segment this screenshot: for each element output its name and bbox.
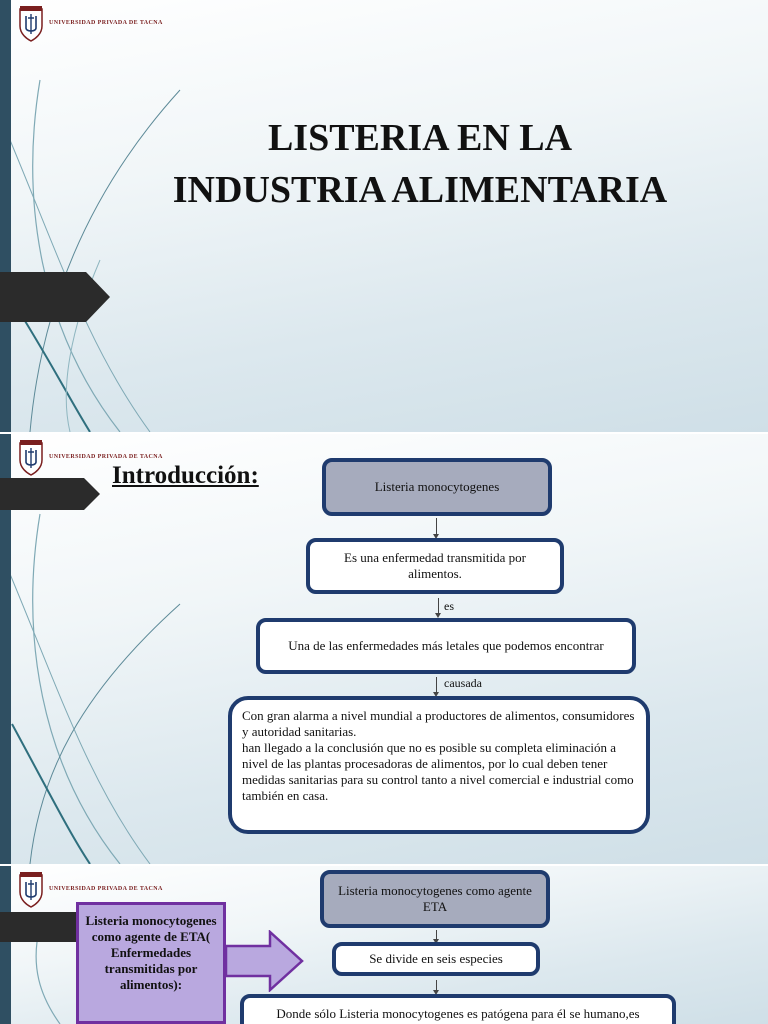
connector-label-causada: causada	[444, 676, 482, 690]
university-logo	[17, 4, 163, 42]
intro-heading: Introducción:	[112, 462, 259, 489]
section-tab-arrow	[0, 272, 110, 322]
eta-callout-box: Listeria monocytogenes como agente de ETA( Enfermedades transmitidas por alimentos):	[76, 902, 226, 1024]
flow-arrow-4	[436, 930, 437, 940]
title-line-2: INDUSTRIA ALIMENTARIA	[172, 169, 668, 211]
flow-arrow-3	[436, 677, 437, 693]
decorative-lines	[0, 0, 768, 432]
flow-arrow-5	[436, 980, 437, 991]
flow-box-alarma	[228, 696, 650, 834]
university-name: UNIVERSIDAD PRIVADA DE TACNA	[49, 886, 163, 892]
flow-box-listeria-eta: Listeria monocytogenes como agente ETA	[320, 870, 550, 928]
flow-arrow-1	[436, 518, 437, 535]
university-name: UNIVERSIDAD PRIVADA DE TACNA	[49, 454, 163, 460]
alarma-text	[242, 708, 636, 804]
university-name: UNIVERSIDAD PRIVADA DE TACNA	[49, 20, 163, 26]
flow-box-listeria: Listeria monocytogenes	[322, 458, 552, 516]
title-slide	[0, 0, 768, 432]
connector-label-es: es	[444, 599, 454, 613]
right-arrow-icon	[224, 930, 306, 992]
flow-box-patogena: Donde sólo Listeria monocytogenes es patógena para él se humano,es	[240, 994, 676, 1024]
section-tab-arrow	[0, 478, 100, 510]
intro-slide	[0, 434, 768, 864]
flow-box-enfermedad: Es una enfermedad transmitida por alimentos.	[306, 538, 564, 594]
flow-box-especies: Se divide en seis especies	[332, 942, 540, 976]
alarma-line-1: Con gran alarma a nivel mundial a productores de alimentos, consumidores y autoridad sanitarias.	[242, 708, 635, 739]
accent-bar	[0, 866, 11, 1024]
title-line-1: LISTERIA EN LA	[267, 117, 573, 159]
presentation-title	[120, 112, 720, 216]
flow-box-letales: Una de las enfermedades más letales que podemos encontrar	[256, 618, 636, 674]
eta-slide	[0, 866, 768, 1024]
flow-arrow-2	[438, 598, 439, 614]
accent-bar	[0, 0, 11, 432]
shield-icon	[17, 4, 45, 42]
shield-icon	[17, 438, 45, 476]
section-tab-arrow	[0, 912, 80, 942]
alarma-line-2: han llegado a la conclusión que no es posible su completa eliminación a nivel de las plantas procesadoras de alimentos, por lo cual deben tener medidas sanitarias para su control tanto a nivel comercial e industrial como también en casa.	[242, 740, 634, 803]
shield-icon	[17, 870, 45, 908]
